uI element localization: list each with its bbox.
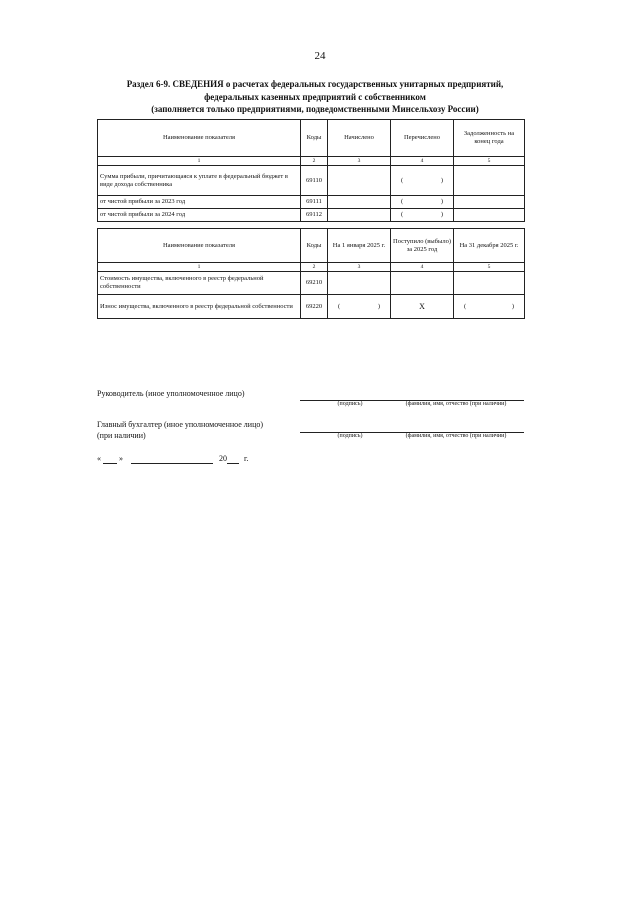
column-number: 3 <box>328 263 391 272</box>
column-number: 2 <box>301 157 328 166</box>
dec-31-cell[interactable] <box>454 272 525 295</box>
jan-1-cell[interactable] <box>328 272 391 295</box>
paren-close: ) <box>377 302 380 310</box>
column-number: 4 <box>391 263 454 272</box>
header-codes: Коды <box>301 120 328 157</box>
table-row <box>98 209 525 222</box>
transferred-cell[interactable] <box>391 166 454 196</box>
transferred-cell[interactable] <box>391 196 454 209</box>
title-line-3: (заполняется только предприятиями, подведомственными Минсельхозу России) <box>151 104 479 114</box>
debt-cell[interactable] <box>454 196 525 209</box>
row-code: 69111 <box>301 196 328 209</box>
title-line-1: Раздел 6-9. СВЕДЕНИЯ о расчетах федеральных государственных унитарных предприятий, <box>126 79 504 89</box>
paren-close: ) <box>440 198 443 205</box>
accountant-signature-label: Главный бухгалтер (иное уполномоченное лицо) <box>97 420 264 429</box>
signature-caption: (подпись) <box>337 433 363 439</box>
header-debt-end-year: Задолженность на конец года <box>454 120 525 157</box>
paren-open: ( <box>338 302 341 310</box>
row-label: Стоимость имущества, включенного в реестр федеральной собственности <box>98 272 301 295</box>
row-code: 69110 <box>301 166 328 196</box>
column-number: 2 <box>301 263 328 272</box>
name-caption: (фамилия, имя, отчество (при наличии) <box>405 433 507 439</box>
row-label: от чистой прибыли за 2023 год <box>98 196 301 209</box>
accrued-cell[interactable] <box>328 166 391 196</box>
section-title <box>100 78 530 116</box>
debt-cell[interactable] <box>454 166 525 196</box>
header-received-disposed: Поступило (выбыло) за 2025 год <box>391 229 454 263</box>
column-number: 5 <box>454 263 525 272</box>
jan-1-cell[interactable] <box>328 295 391 319</box>
column-number: 1 <box>98 157 301 166</box>
row-code: 69112 <box>301 209 328 222</box>
paren-open: ( <box>464 302 467 310</box>
day-blank[interactable] <box>103 454 117 464</box>
column-number: 4 <box>391 157 454 166</box>
table-row <box>98 295 525 319</box>
table-row <box>98 272 525 295</box>
profit-settlements-table <box>97 119 525 222</box>
accrued-cell[interactable] <box>328 196 391 209</box>
paren-close: ) <box>511 302 514 310</box>
row-label: Сумма прибыли, причитающаяся к уплате в федеральный бюджет в виде дохода собственника <box>98 166 301 196</box>
year-blank[interactable] <box>227 454 239 464</box>
transferred-cell[interactable] <box>391 209 454 222</box>
header-transferred: Перечислено <box>391 120 454 157</box>
head-signature-label: Руководитель (иное уполномоченное лицо) <box>97 389 245 398</box>
paren-open: ( <box>401 176 404 184</box>
signature-caption: (подпись) <box>337 401 363 407</box>
page-number: 24 <box>314 50 326 62</box>
received-cell-x: X <box>391 295 454 319</box>
year-suffix: г. <box>244 454 249 463</box>
table-header-row <box>98 229 525 263</box>
row-label: от чистой прибыли за 2024 год <box>98 209 301 222</box>
column-number: 1 <box>98 263 301 272</box>
header-dec-31: На 31 декабря 2025 г. <box>454 229 525 263</box>
row-label: Износ имущества, включенного в реестр федеральной собственности <box>98 295 301 319</box>
column-number-row <box>98 263 525 272</box>
row-code: 69210 <box>301 272 328 295</box>
federal-property-table <box>97 228 525 319</box>
paren-close: ) <box>440 211 443 218</box>
date-open-quote: « <box>97 454 101 463</box>
received-cell[interactable] <box>391 272 454 295</box>
header-jan-1: На 1 января 2025 г. <box>328 229 391 263</box>
date-close-quote: » <box>119 454 123 463</box>
table-header-row <box>98 120 525 157</box>
name-caption: (фамилия, имя, отчество (при наличии) <box>405 401 507 407</box>
paren-close: ) <box>440 176 443 184</box>
table-row <box>98 166 525 196</box>
header-accrued: Начислено <box>328 120 391 157</box>
date-field <box>97 454 248 464</box>
row-code: 69220 <box>301 295 328 319</box>
column-number-row <box>98 157 525 166</box>
month-blank[interactable] <box>131 454 213 464</box>
header-indicator: Наименование показателя <box>98 229 301 263</box>
paren-open: ( <box>401 211 404 218</box>
paren-open: ( <box>401 198 404 205</box>
dec-31-cell[interactable] <box>454 295 525 319</box>
table-row <box>98 196 525 209</box>
header-indicator: Наименование показателя <box>98 120 301 157</box>
accrued-cell[interactable] <box>328 209 391 222</box>
debt-cell[interactable] <box>454 209 525 222</box>
year-prefix: 20 <box>219 454 227 463</box>
accountant-signature-label-2: (при наличии) <box>97 431 146 440</box>
column-number: 5 <box>454 157 525 166</box>
column-number: 3 <box>328 157 391 166</box>
header-codes: Коды <box>301 229 328 263</box>
title-line-2: федеральных казенных предприятий с собственником <box>204 91 426 102</box>
